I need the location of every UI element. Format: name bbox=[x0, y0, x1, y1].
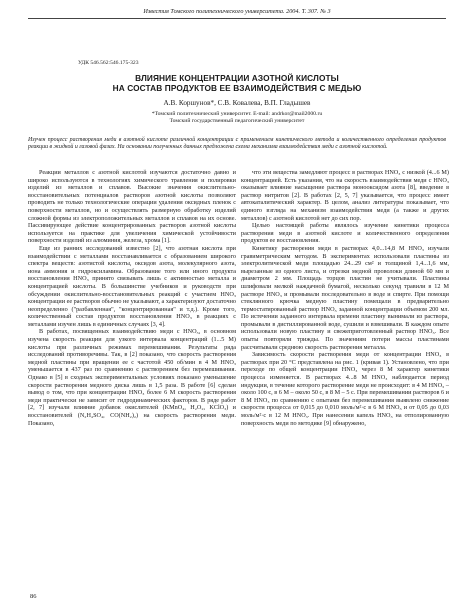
affiliation-1: *Томский политехнический университет. E-mail: andrkor@mail2000.ru bbox=[151, 111, 323, 117]
title-line-1: ВЛИЯНИЕ КОНЦЕНТРАЦИИ АЗОТНОЙ КИСЛОТЫ bbox=[135, 73, 339, 83]
paragraph: Еще из ранних исследований известно [2], что азотная кислота при взаимодействии с металлами восстанавливается с образованием широкого спектра веществ: азотистой кислоты, оксидов азота, молекулярного азота, иона аммония и гидроксиламина. Образование того или иного продукта восстановления HNO₃ принято связывать лишь с активностью металла и концентрацией кислоты. В большинстве учебников и руководств при обсуждении окислительно-восстановительных реакций с участием HNO₃ концентрации ее растворов обычно не указывают, а характеризуют достаточно неопределенно ("разбавленная", "концентрированная" и т.д.). Кроме того, количественный состав продуктов восстановления HNO₃ в реакциях с металлами изучен лишь в единичных случаях [3, 4]. bbox=[28, 244, 236, 328]
affiliations bbox=[0, 111, 474, 126]
paragraph: В работах, посвященных взаимодействию меди с HNO₃, в основном изучена скорость реакции для узкого интервала концентраций (1...5 М) кислоты при различных режимах перемешивания. Результаты ряда исследований противоречивы. Так, в [2] показано, что скорость растворения медной пластины при вращении ее с частотой 450 об/мин в 4 М HNO₃ уменьшается в 437 раз по сравнению с растворением без перемешивания. Однако в [5] в сходных экспериментальных условиях показано уменьшение скорости растворения медного диска лишь в 1,5 раза. В работе [6] сделан вывод о том, что при концентрации HNO₃ более 6 М скорость растворения меди практически не зависит от гидродинамических факторов. В ряде работ [2, 7] изучали влияние добавок окислителей (KMnO₄, H₂O₂, KClO₃) и восстановителей (N₂H₄SO₄, CO(NH₂)₂) на скорость растворения меди. Показано, bbox=[28, 328, 236, 427]
running-header: Известия Томского политехнического университета. 2004. Т. 307. № 3 bbox=[143, 8, 331, 15]
left-column bbox=[28, 169, 236, 427]
paragraph: что эти вещества замедляют процесс в растворах HNO₃ с низкой (4...6 М) концентрацией. Есть указания, что на скорость взаимодействия меди с HNO₃ оказывает влияние насыщение раствора монооксидом азота [8], введение в раствор нитритов [2]. В работах [2, 5, 7] указывается, что процесс имеет автокаталитический характер. В целом, анализ литературы показывает, что единого взгляда на механизм взаимодействия меди (а также и других металлов) с азотной кислотой нет до сих пор. bbox=[241, 169, 449, 222]
header-divider bbox=[28, 18, 446, 19]
abstract: Изучен процесс растворения меди в азотной кислоте различной концентрации с применением кинетического метода и количественного определения продуктов реакции в жидкой и газовой фазах. На основании полученных данных предложена схема механизма взаимодействия меди с азотной кислотой. bbox=[28, 137, 446, 151]
title-line-2: НА СОСТАВ ПРОДУКТОВ ЕЕ ВЗАИМОДЕЙСТВИЯ С МЕДЬЮ bbox=[112, 83, 362, 93]
paragraph: Реакции металлов с азотной кислотой изучаются достаточно давно и широко используются в технологиях химического травления и полировки изделий из металлов и сплавов. Высокие значения окислительно-восстановительных потенциалов растворов азотной кислоты позволяют проводить не только технологические операции удаления оксидных пленок с поверхности металлов, но и осуществлять размерную обработку изделий сложной формы из электроположительных металлов и сплавов на их основе. Пассивирующее действие концентрированных растворов азотной кислоты используется на практике для увеличения химической устойчивости поверхности изделий из алюминия, железа, хрома [1]. bbox=[28, 169, 236, 245]
page-number: 86 bbox=[30, 593, 37, 600]
right-column bbox=[241, 169, 449, 427]
paragraph: Кинетику растворения меди в растворах 4,0...14,8 М HNO₃ изучали гравиметрическим методом. В экспериментах использовали пластины из электролитической меди площадью 24...29 см² и толщиной 1,4...1,6 мм, вырезанные из одного листа, и отрезки медной проволоки длиной 60 мм и диаметром 2 мм. Площадь торцов пластин не учитывали. Пластины шлифовали мелкой наждачной бумагой, несколько секунд травили в 12 М растворе HNO₃ и промывали последовательно в воде и спирте. При помощи стеклянного крючка медную пластину помещали в предварительно термостатированный раствор HNO₃ заданной концентрации объемом 200 мл. По истечении заданного интервала времени пластину вынимали из раствора, промывали в дистиллированной воде, сушили и взвешивали. В каждом опыте использовали новую пластину и свежеприготовленный раствор HNO₃. Все опыты повторяли трижды. По значениям потери массы пластинами рассчитывали среднюю скорость растворения металла. bbox=[241, 244, 449, 351]
paragraph: Целью настоящей работы являлось изучение кинетики процесса растворения меди в азотной кислоте и количественного определения продуктов ее восстановления. bbox=[241, 222, 449, 245]
article-title bbox=[30, 73, 444, 93]
udk-code: УДК 546.562:546.175-323 bbox=[78, 60, 139, 66]
paragraph: Зависимость скорости растворения меди от концентрации HNO₃ в растворах при 20 °С представлена на рис. 1 (кривая 1). Установлено, что при переходе по общей концентрации HNO₃ через 8 М характер кинетики процесса изменяется. В растворах 4...8 М HNO₃ наблюдается период индукции, в течение которого растворение меди не происходит: в 4 М HNO₃ – около 100 с, в 6 М – около 50 с, в 8 М – 5 с. При перемешивании растворов 6 и 8 М HNO₃ по сравнению с опытами без перемешивания выявлено снижение скорости процесса от 0,015 до 0,010 моль/м²·с в 6 М HNO₃ и от 0,05 до 0,03 моль/м²·с в 12 М HNO₃. При нанесении капель HNO₃ на отполированную поверхность меди по методике [9] обнаружено, bbox=[241, 351, 449, 427]
authors: А.В. Коршунов*, С.В. Ковалева, В.П. Гладышев bbox=[163, 99, 311, 107]
affiliation-2: Томский государственный педагогический университет bbox=[169, 118, 305, 125]
